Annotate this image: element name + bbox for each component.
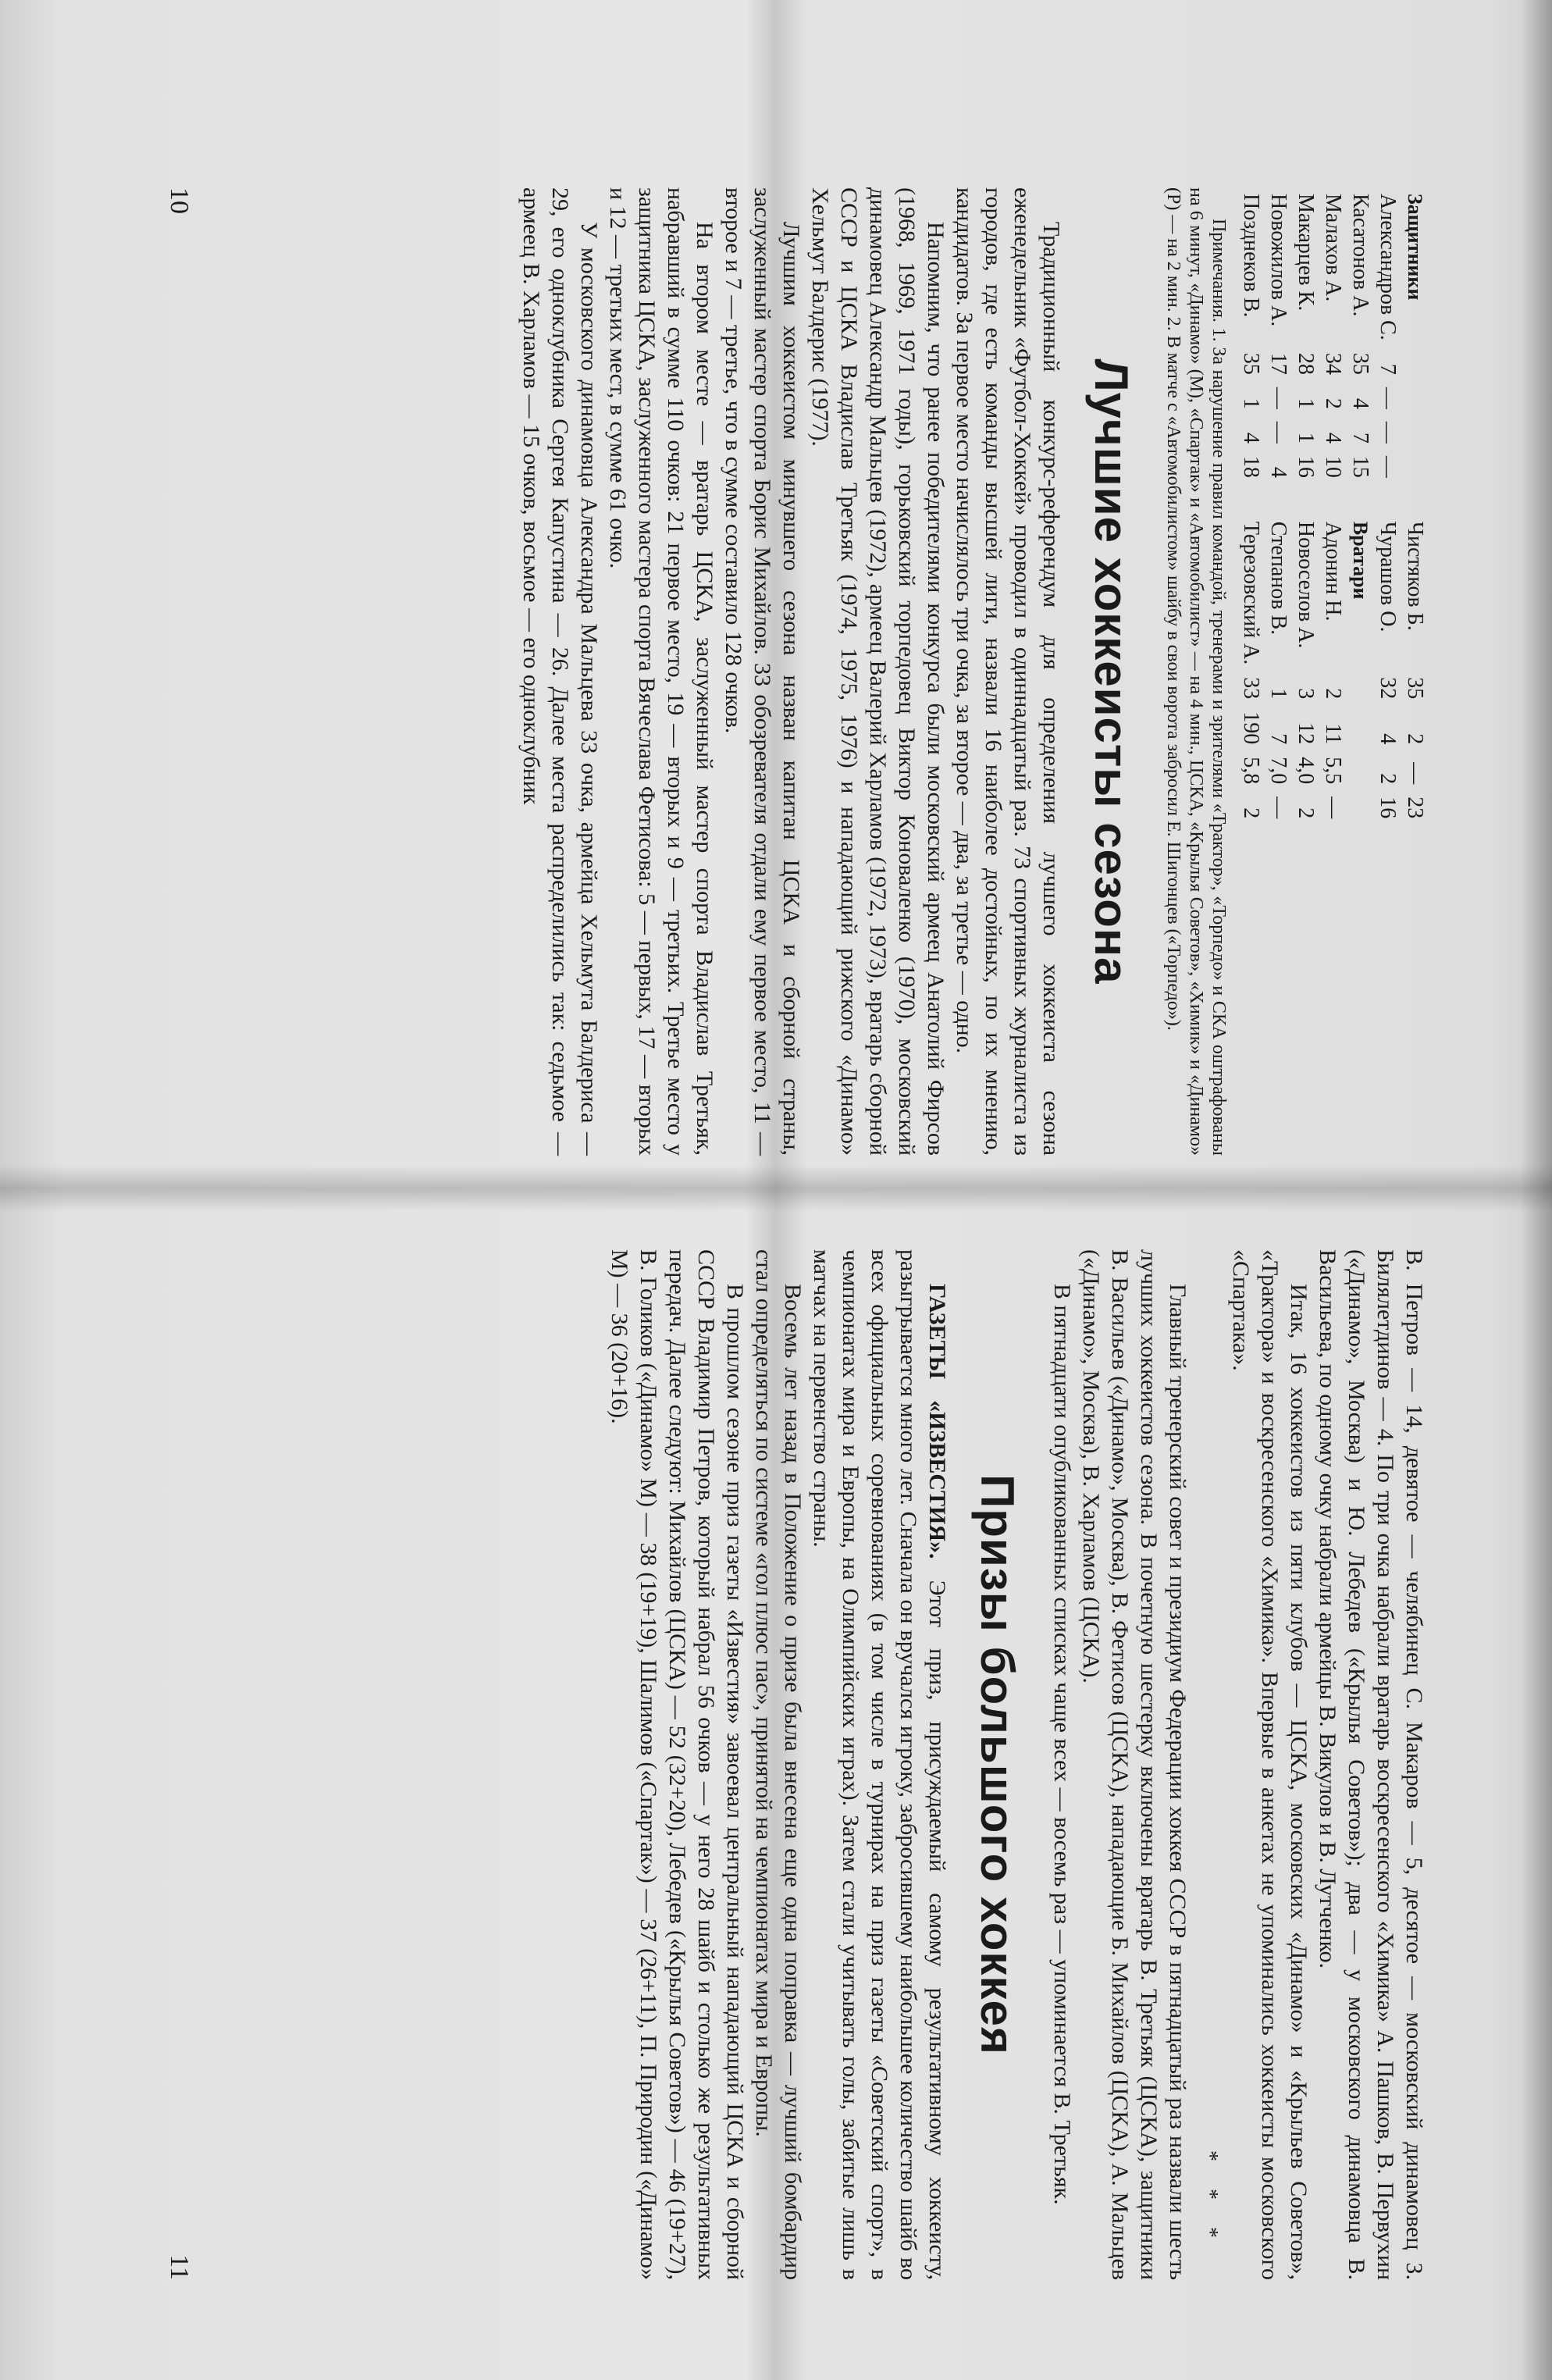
stat-cell: 3 — [1294, 688, 1318, 700]
page-number: 11 — [165, 2254, 194, 2280]
prize-subhead: ГАЗЕТЫ «ИЗВЕСТИЯ». — [924, 1284, 950, 1559]
stat-cell: 7 — [1376, 363, 1400, 375]
page-10 — [165, 187, 1429, 1156]
stat-cell: 4 — [1348, 397, 1372, 409]
stat-cell: 28 — [1294, 352, 1318, 375]
table-row — [1374, 187, 1401, 484]
stat-cell: — — [1376, 421, 1400, 444]
player-name: Новоселов А. — [1294, 521, 1318, 649]
page-number: 10 — [165, 187, 194, 214]
body-paragraph: Восемь лет назад в Положение о призе была внесена еще одна поправка — лучший бомбардир стал определяться по системе «гол плюс пас», принятой на чемпионатах мира и Европы. — [751, 1249, 806, 2280]
prizes-heading: Призы большого хоккея — [971, 1474, 1023, 2055]
stat-cell: 17 — [1266, 352, 1290, 375]
stat-cell: 4 — [1376, 733, 1400, 745]
defenders-label: Защитники — [1404, 194, 1426, 301]
body-paragraph: В пятнадцати опубликованных списках чаще всех — восемь раз — упоминается В. Третьяк. — [1049, 1284, 1075, 2205]
page-11 — [165, 1249, 1429, 2280]
player-name: Степанов В. — [1266, 521, 1290, 636]
stat-cell: 190 — [1239, 711, 1263, 745]
stat-cell: 7 — [1266, 733, 1290, 745]
body-paragraph: На втором месте — вратарь ЦСКА, заслуженный мастер спорта Владислав Третьяк, набравший в сумме 110 очков: 21 первое место, 19 — вторых и 9 — третьих. Третье место у защитника ЦСКА, заслуженного мастера спорта Вячеслава Фетисова: 5 — первых, 17 — вторых и 12 — третьих мест, в сумме 61 очко. — [605, 187, 717, 1156]
player-name: Макарцев К. — [1294, 194, 1318, 312]
stat-cell: 10 — [1321, 455, 1345, 478]
stat-cell: 33 — [1239, 677, 1263, 700]
table-row — [1237, 187, 1265, 484]
stat-cell: 35 — [1403, 677, 1427, 700]
stat-cell: 4 — [1321, 432, 1345, 444]
table-row — [1319, 187, 1347, 484]
stat-cell: 32 — [1376, 677, 1400, 700]
stat-cell: — — [1403, 762, 1427, 785]
stat-cell: 5,5 — [1321, 757, 1345, 785]
body-paragraph: Напомним, что ранее победителями конкурса были московский армеец Анатолий Фирсов (1968, 1969, 1971 годы), горьковский торпедовец Виктор Коноваленко (1970), московский динамовец Александр Мальцев (1972), армеец Валерий Харламов (1972, 1973), вратарь сборной СССР и ЦСКА Владислав Третьяк (1974, 1975, 1976) и нападающий рижского «Динамо» Хельмут Балдерис (1977). — [807, 187, 949, 1156]
table-row — [1319, 515, 1347, 825]
article-heading: Лучшие хоккеисты сезона — [1085, 358, 1137, 985]
player-name: Малахов А. — [1321, 194, 1345, 302]
body-paragraph: Главный тренерский совет и президиум Федерации хоккея СССР в пятнадцатый раз назвали шесть лучших хоккеистов сезона. В почетную шестерку включены вратарь В. Третьяк (ЦСКА), защитники В. Васильев («Динамо», Москва), В. Фетисов (ЦСКА), нападающие Б. Михайлов (ЦСКА), А. Мальцев («Динамо», Москва), В. Харламов (ЦСКА). — [1078, 1249, 1191, 2280]
goalkeepers-label: Вратари — [1349, 521, 1372, 600]
prize-intro-text: Этот приз, присуждаемый самому результативному хоккеисту, разыгрывается много лет. Сначала он вручался игроку, забросившему наибольшее количество шайб во всех официальных соревнованиях (в том числе в турнирах на приз газеты «Советский спорт», в чемпионатах мира и Европы, на Олимпийских играх). Затем стали учитывать голы, забитые лишь в матчах на первенство страны. — [809, 1249, 950, 2280]
goalkeepers-table — [1237, 515, 1429, 825]
player-name: Терезовский А. — [1239, 521, 1263, 665]
table-notes — [1162, 187, 1230, 1156]
table-row — [1374, 515, 1401, 825]
book-fold — [0, 1165, 1552, 1212]
stat-cell: 23 — [1403, 796, 1427, 819]
body-paragraph: В. Петров — 14, девятое — челябинец С. Макаров — 5, десятое — московский динамовец З. Билялетдинов — 4. По три очка набрали вратарь воскресенского «Химика» А. Пашков, В. Первухин («Динамо», Москва) и Ю. Лебедев («Крылья Советов»); два — у московского динамовца В. Васильева, по одному очку набрали армейцы В. Викулов и В. Лутченко. — [1315, 1249, 1427, 2280]
stat-cell: 2 — [1376, 773, 1400, 785]
table-row — [1292, 187, 1319, 484]
stat-cell: 16 — [1294, 455, 1318, 478]
article-continuation — [1226, 1249, 1429, 2280]
player-name: Александров С. — [1376, 194, 1400, 340]
page-edge-shadow — [1521, 0, 1552, 2380]
stat-cell: 2 — [1294, 807, 1318, 819]
stat-cell: 4 — [1266, 466, 1290, 478]
stat-cell: 35 — [1348, 352, 1372, 375]
stat-cell: 2 — [1403, 733, 1427, 745]
section-separator: * * * — [1198, 2150, 1222, 2249]
table-row — [1292, 515, 1319, 825]
stat-cell: 1 — [1294, 397, 1318, 409]
player-name: Чистяков Б. — [1403, 521, 1427, 631]
federation-section — [1048, 1249, 1192, 2280]
body-paragraph: Лучшим хоккеистом минувшего сезона назван капитан ЦСКА и сборной страны, заслуженный мастер спорта Борис Михайлов. 33 обозревателя отдали ему первое место, 11 — второе и 7 — третье, что в сумме составило 128 очков. — [721, 187, 804, 1156]
stat-cell: 7,0 — [1266, 757, 1290, 785]
player-name: Адонин Н. — [1321, 521, 1345, 622]
stat-cell: 12 — [1294, 722, 1318, 745]
body-paragraph: В прошлом сезоне приз газеты «Известия» завоевал центральный нападающий ЦСКА и сборной СССР Владимир Петров, который набрал 56 очков — у него 28 шайб и столько же результативных передач. Далее следуют: Михайлов (ЦСКА) — 52 (32+20), Лебедев («Крылья Советов») — 46 (19+27), В. Голиков («Динамо» М) — 38 (19+19), Шалимов («Спартак») — 37 (26+11), П. Природин («Динамо» М) — 36 (20+16). — [607, 1249, 748, 2280]
stat-cell: 1 — [1294, 432, 1318, 444]
prizes-body — [605, 1249, 952, 2280]
stat-cell: 15 — [1348, 455, 1372, 478]
stat-cell: — — [1376, 455, 1400, 478]
stat-cell: 16 — [1376, 796, 1400, 819]
table-row — [1237, 515, 1265, 825]
notes-paragraph: Примечания. 1. За нарушение правил командой, тренерами и зрителями «Трактор», «Торпедо» и СКА оштрафованы на 6 минут, «Динамо» (М), «Спартак» и «Автомобилист» — на 4 мин., ЦСКА, «Крылья Советов», «Химик» и «Динамо» (Р) — на 2 мин. 2. В матче с «Автомобилистом» шайбу в свои ворота забросил Е. Шигонцев («Торпедо»). — [1163, 187, 1229, 1156]
stat-cell: 7 — [1348, 432, 1372, 444]
body-paragraph: У московского динамовца Александра Мальцева 33 очка, армейца Хельмута Балдериса — 29, его одноклубника Сергея Капустина — 26. Далее места распределились так: седьмое — армеец В. Харламов — 15 очков, восьмое — его одноклубник — [518, 187, 602, 1156]
body-paragraph: Итак, 16 хоккеистов из пяти клубов — ЦСКА, московских «Динамо» и «Крыльев Советов», «Трактора» и воскресенского «Химика». Впервые в анкетах не упоминались хоккеисты московского «Спартака». — [1228, 1249, 1312, 2280]
article-body — [517, 187, 1066, 1156]
stat-cell: — — [1266, 796, 1290, 819]
stat-cell: — — [1266, 387, 1290, 409]
table-row — [1265, 515, 1292, 825]
body-paragraph: Традиционный конкурс-референдум для определения лучшего хоккеиста сезона еженедельник «Футбол-Хоккей» проводил в одиннадцатый раз. 73 спортивных журналиста из городов, где есть команды высшей лиги, назвали 16 наиболее достойных, по их мнению, кандидатов. За первое место начислялось три очка, за второе — два, за третье — одно. — [952, 187, 1064, 1156]
stat-cell: 35 — [1239, 352, 1263, 375]
stat-cell: 2 — [1239, 807, 1263, 819]
table-row — [1401, 515, 1429, 825]
stat-cell: 2 — [1321, 688, 1345, 700]
stat-cell: 11 — [1321, 723, 1345, 745]
player-tables — [1237, 187, 1429, 1156]
stat-cell: 2 — [1321, 397, 1345, 409]
player-name: Касатонов А. — [1348, 194, 1372, 317]
stat-cell: 5,8 — [1239, 757, 1263, 785]
stat-cell: 34 — [1321, 352, 1345, 375]
stat-cell: — — [1266, 421, 1290, 444]
stat-cell: 4 — [1239, 432, 1263, 444]
stat-cell: — — [1376, 387, 1400, 409]
table-row — [1347, 187, 1374, 484]
stat-cell: 1 — [1239, 397, 1263, 409]
body-paragraph — [807, 1249, 952, 2280]
stat-cell: 1 — [1266, 688, 1290, 700]
player-name: Чурашов О. — [1376, 521, 1400, 632]
table-row — [1265, 187, 1292, 484]
stat-cell: 18 — [1239, 455, 1263, 478]
player-name: Позднеков В. — [1239, 194, 1263, 318]
stat-cell: 4,0 — [1294, 757, 1318, 785]
player-name: Новожилов А. — [1266, 194, 1290, 327]
stat-cell: — — [1321, 796, 1345, 819]
defenders-table — [1237, 187, 1429, 484]
